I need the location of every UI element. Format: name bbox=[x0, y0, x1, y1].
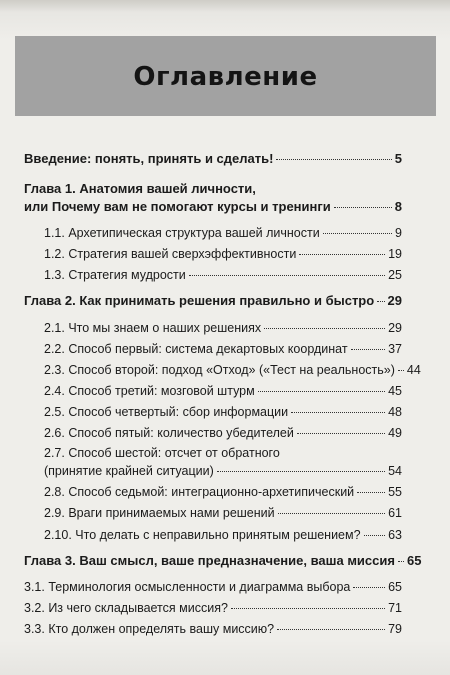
dot-leader bbox=[299, 254, 385, 255]
dot-leader bbox=[258, 391, 385, 392]
entry-title: 2.3. Способ второй: подход «Отход» («Тест на реальность») bbox=[44, 363, 395, 377]
entry-title: Глава 3. Ваш смысл, ваше предназначение, ваша миссия bbox=[24, 553, 395, 568]
dot-leader bbox=[323, 233, 392, 234]
dot-leader bbox=[231, 608, 385, 609]
toc-entry-2-2[interactable] bbox=[44, 341, 402, 357]
page-number: 63 bbox=[388, 528, 402, 542]
page-number: 19 bbox=[388, 247, 402, 261]
dot-leader bbox=[276, 159, 391, 160]
page-number: 61 bbox=[388, 506, 402, 520]
page-number: 54 bbox=[388, 464, 402, 478]
toc-entry-2-1[interactable] bbox=[44, 320, 402, 336]
toc-entry-3-2[interactable] bbox=[24, 600, 402, 616]
toc-entry-1-1[interactable] bbox=[44, 225, 402, 241]
toc-entry-2-7-line1[interactable]: 2.7. Способ шестой: отсчет от обратного bbox=[44, 446, 280, 460]
toc-entry-3-3[interactable] bbox=[24, 621, 402, 637]
page-number: 71 bbox=[388, 601, 402, 615]
entry-title: 1.1. Архетипическая структура вашей личности bbox=[44, 226, 320, 240]
toc-entry-ch3[interactable] bbox=[24, 553, 422, 569]
entry-title: 3.3. Кто должен определять вашу миссию? bbox=[24, 622, 275, 636]
dot-leader bbox=[357, 492, 385, 493]
toc-entry-ch1-line1[interactable]: Глава 1. Анатомия вашей личности, bbox=[24, 181, 256, 196]
page-number: 79 bbox=[388, 622, 402, 636]
entry-title: 2.9. Враги принимаемых нами решений bbox=[44, 506, 275, 520]
entry-title: или Почему вам не помогают курсы и тренинги bbox=[24, 199, 331, 214]
dot-leader bbox=[377, 301, 384, 302]
toc-entry-ch1[interactable] bbox=[24, 199, 402, 215]
toc-entry-2-7[interactable] bbox=[44, 463, 402, 479]
dot-leader bbox=[364, 535, 386, 536]
entry-title: 2.6. Способ пятый: количество убедителей bbox=[44, 426, 294, 440]
entry-title: 2.10. Что делать с неправильно принятым решением? bbox=[44, 528, 361, 542]
toc-entry-2-3[interactable] bbox=[44, 362, 421, 378]
dot-leader bbox=[277, 629, 385, 630]
dot-leader bbox=[264, 328, 385, 329]
toc-entry-2-9[interactable] bbox=[44, 505, 402, 521]
entry-title: 2.8. Способ седьмой: интеграционно-архетипический bbox=[44, 485, 355, 499]
entry-title: (принятие крайней ситуации) bbox=[44, 464, 214, 478]
page-number: 25 bbox=[388, 268, 402, 282]
toc-entry-2-10[interactable] bbox=[44, 527, 402, 543]
entry-title: 2.1. Что мы знаем о наших решениях bbox=[44, 321, 262, 335]
page-number: 8 bbox=[394, 199, 402, 214]
toc-entry-2-6[interactable] bbox=[44, 425, 402, 441]
entry-title: 1.3. Стратегия мудрости bbox=[44, 268, 186, 282]
entry-title: 2.4. Способ третий: мозговой штурм bbox=[44, 384, 255, 398]
toc-entry-2-4[interactable] bbox=[44, 383, 402, 399]
page-number: 65 bbox=[406, 553, 422, 568]
entry-title: 3.2. Из чего складывается миссия? bbox=[24, 601, 228, 615]
dot-leader bbox=[351, 349, 386, 350]
dot-leader bbox=[278, 513, 385, 514]
dot-leader bbox=[297, 433, 385, 434]
toc-entry-ch2[interactable] bbox=[24, 293, 402, 309]
toc-entry-2-8[interactable] bbox=[44, 484, 402, 500]
page-title: Оглавление bbox=[133, 62, 318, 92]
toc-entry-2-5[interactable] bbox=[44, 404, 402, 420]
page-number: 29 bbox=[387, 293, 402, 308]
dot-leader bbox=[398, 561, 404, 562]
dot-leader bbox=[217, 471, 385, 472]
dot-leader bbox=[398, 370, 404, 371]
dot-leader bbox=[334, 207, 392, 208]
page-number: 45 bbox=[388, 384, 402, 398]
entry-title: Глава 2. Как принимать решения правильно и быстро bbox=[24, 293, 375, 308]
page-number: 55 bbox=[388, 485, 402, 499]
entry-title: 1.2. Стратегия вашей сверхэффективности bbox=[44, 247, 297, 261]
entry-title: 2.2. Способ первый: система декартовых координат bbox=[44, 342, 348, 356]
entry-title: 3.1. Терминология осмысленности и диаграмма выбора bbox=[24, 580, 351, 594]
toc-entry-3-1[interactable] bbox=[24, 579, 402, 595]
entry-title: 2.5. Способ четвертый: сбор информации bbox=[44, 405, 289, 419]
page-number: 49 bbox=[388, 426, 402, 440]
page-number: 37 bbox=[388, 342, 402, 356]
page-number: 29 bbox=[388, 321, 402, 335]
toc-entry-intro[interactable] bbox=[24, 151, 402, 167]
page-number: 48 bbox=[388, 405, 402, 419]
dot-leader bbox=[353, 587, 385, 588]
toc-entry-1-2[interactable] bbox=[44, 246, 402, 262]
page-number: 44 bbox=[406, 363, 421, 377]
dot-leader bbox=[189, 275, 385, 276]
toc-entry-1-3[interactable] bbox=[44, 267, 402, 283]
page-number: 5 bbox=[394, 151, 402, 166]
page-number: 9 bbox=[395, 226, 402, 240]
entry-title: Введение: понять, принять и сделать! bbox=[24, 151, 274, 166]
page-number: 65 bbox=[388, 580, 402, 594]
dot-leader bbox=[291, 412, 385, 413]
